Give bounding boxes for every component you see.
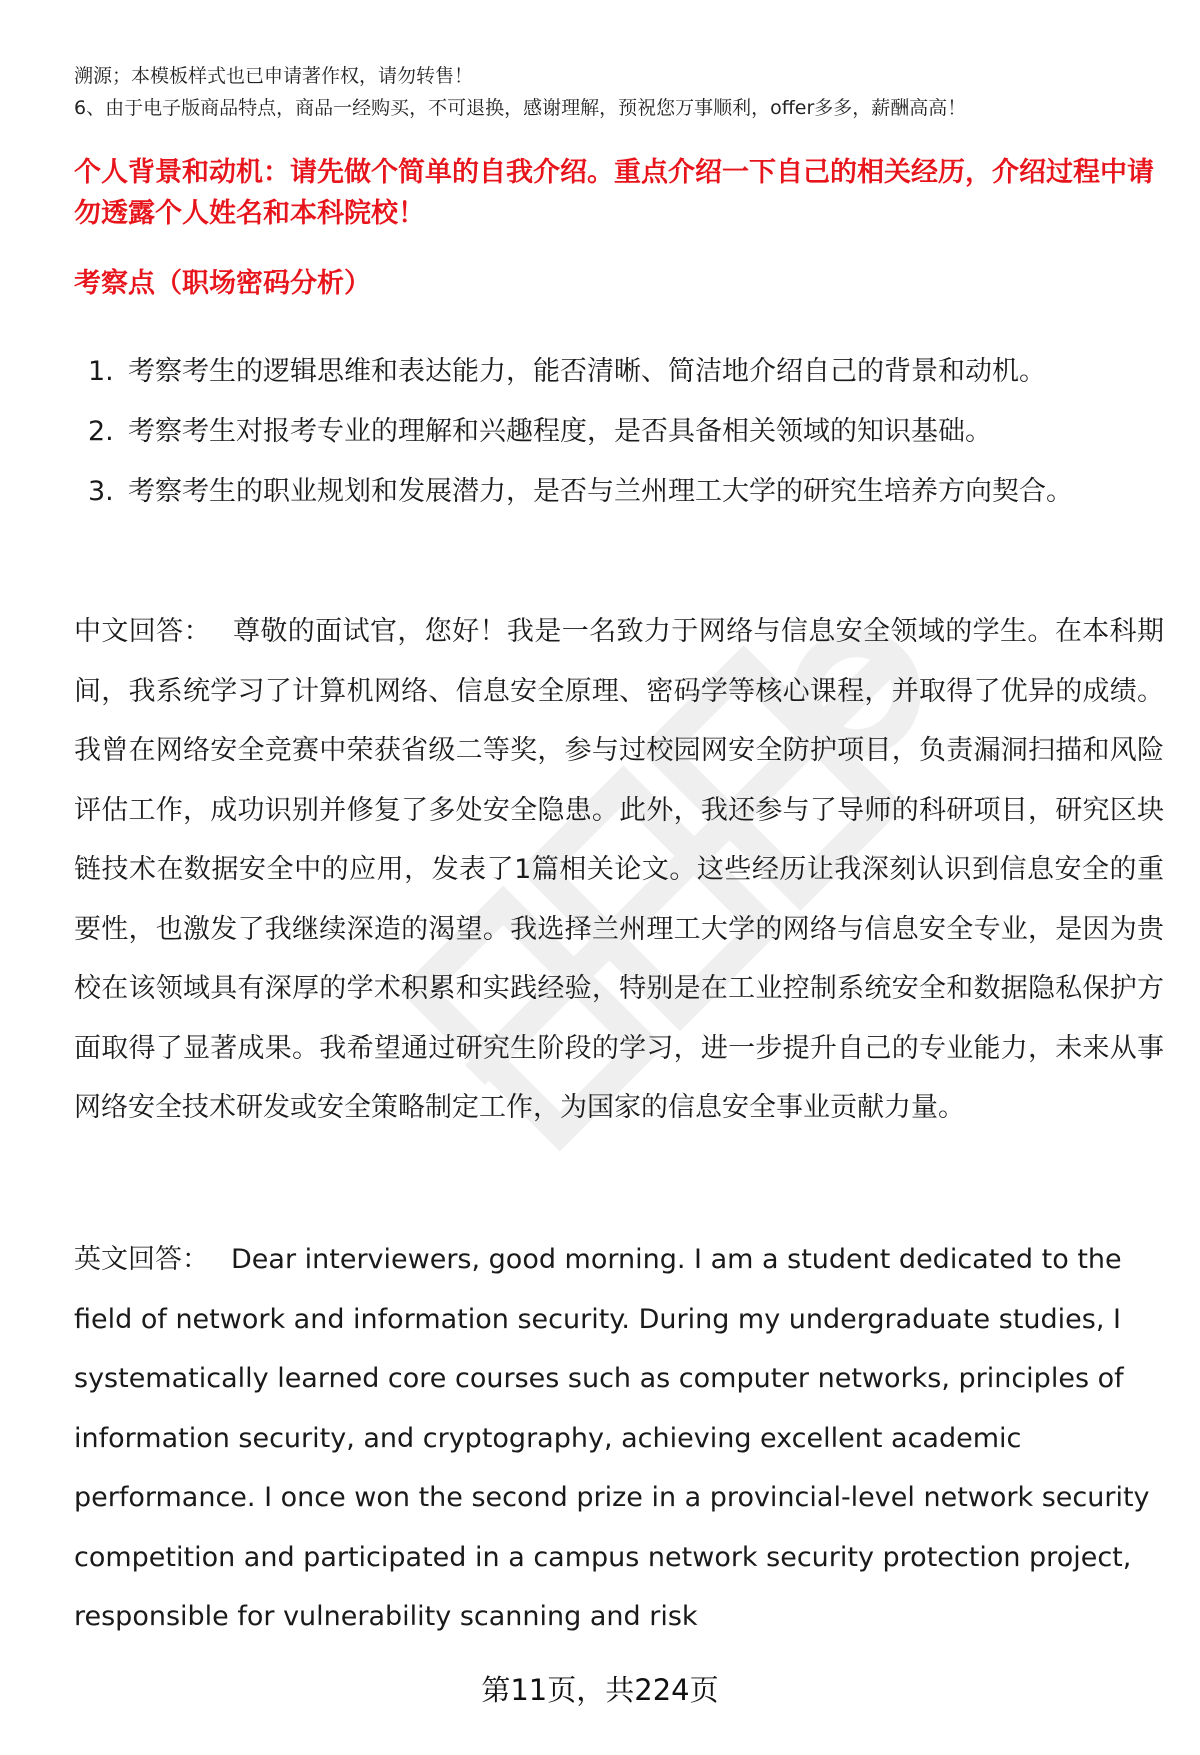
notice-line-2: 6、由于电子版商品特点，商品一经购买，不可退换，感谢理解，预祝您万事顺利，offer多多，薪酬高高！ [74,97,967,119]
assessment-heading: 考察点（职场密码分析） [74,268,371,299]
question-heading: 个人背景和动机：请先做个简单的自我介绍。重点介绍一下自己的相关经历，介绍过程中请勿透露个人姓名和本科院校！ [74,157,1154,229]
english-answer-text: Dear interviewers, good morning. I am a student dedicated to the field of network and information security. During my undergraduate studies, I systematically learned core courses such as computer networks, principles of information security, and cryptography, achieving excellent academic performance. I once won the second prize in a provincial-level network security competition and participated in a campus network security protection project, responsible for vulnerability scanning and risk [74,1244,1150,1632]
page-number: 第11页，共224页 [481,1673,719,1707]
english-answer-label: 英文回答： [74,1244,209,1275]
list-item-number: 1. [88,356,114,387]
list-item [74,402,1134,462]
list-item-number: 2. [88,416,114,447]
list-item-text: 考察考生对报考专业的理解和兴趣程度，是否具备相关领域的知识基础。 [128,416,992,447]
assessment-points-list [74,342,1134,522]
chinese-answer-label: 中文回答： [74,616,211,647]
list-item [74,462,1134,522]
chinese-answer [74,602,1164,1138]
list-item-text: 考察考生的逻辑思维和表达能力，能否清晰、简洁地介绍自己的背景和动机。 [128,356,1046,387]
chinese-answer-text: 尊敬的面试官，您好！我是一名致力于网络与信息安全领域的学生。在本科期间，我系统学习了计算机网络、信息安全原理、密码学等核心课程，并取得了优异的成绩。我曾在网络安全竞赛中荣获省级二等奖，参与过校园网安全防护项目，负责漏洞扫描和风险评估工作，成功识别并修复了多处安全隐患。此外，我还参与了导师的科研项目，研究区块链技术在数据安全中的应用，发表了1篇相关论文。这些经历让我深刻认识到信息安全的重要性，也激发了我继续深造的渴望。我选择兰州理工大学的网络与信息安全专业，是因为贵校在该领域具有深厚的学术积累和实践经验，特别是在工业控制系统安全和数据隐私保护方面取得了显著成果。我希望通过研究生阶段的学习，进一步提升自己的专业能力，未来从事网络安全技术研发或安全策略制定工作，为国家的信息安全事业贡献力量。 [74,616,1165,1123]
list-item-number: 3. [88,476,114,507]
list-item-text: 考察考生的职业规划和发展潜力，是否与兰州理工大学的研究生培养方向契合。 [128,476,1073,507]
purchase-notice [74,60,1134,124]
english-answer [74,1230,1164,1647]
list-item [74,342,1134,402]
notice-line-1: 溯源；本模板样式也已申请著作权，请勿转售！ [74,65,474,87]
